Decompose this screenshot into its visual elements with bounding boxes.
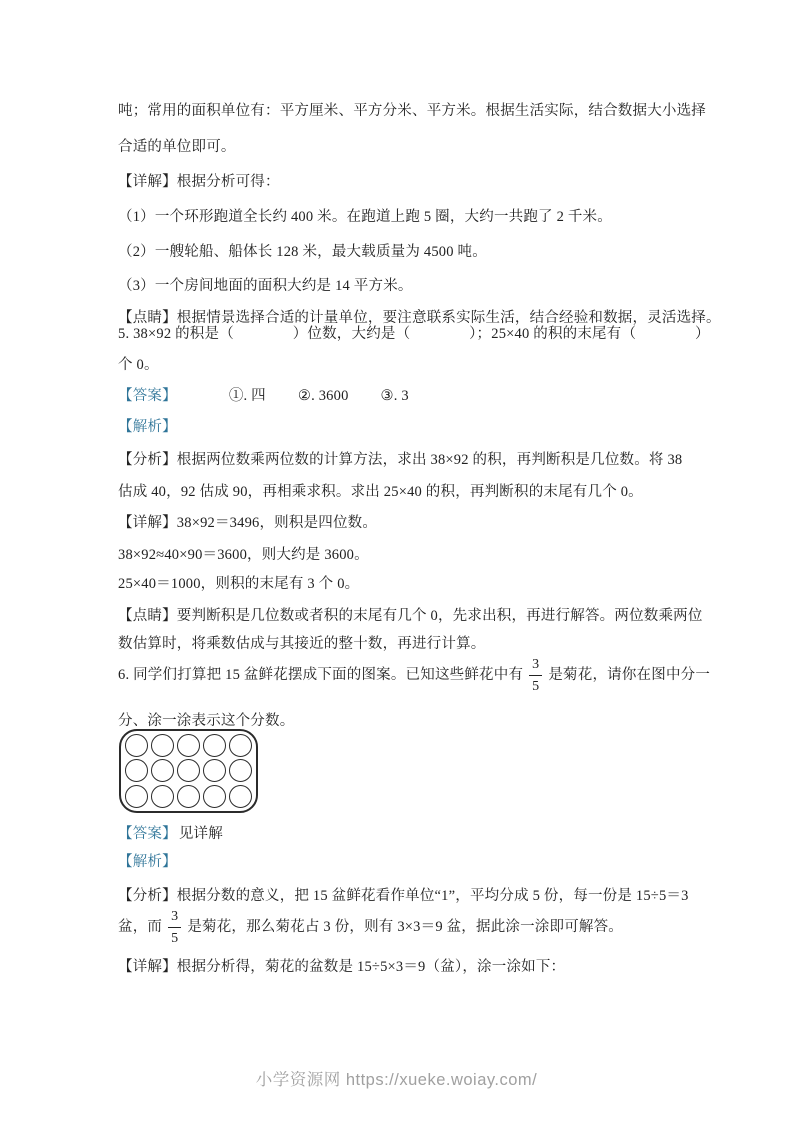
- q6-answer-text: 见详解: [178, 826, 223, 842]
- q5-point-line1: 【点睛】要判断积是几位数或者积的末尾有几个 0，先求出积，再进行解答。两位数乘两位: [118, 608, 703, 624]
- q5-answer-item-1: ①. 四: [228, 388, 266, 404]
- flower-pot-circle: [203, 734, 226, 757]
- q6-analysis2-pre: 盆，而: [118, 919, 163, 935]
- analysis-label-q6: 【解析】: [118, 854, 177, 870]
- analysis-label-q5: 【解析】: [118, 419, 177, 435]
- answer-label: 【答案】: [118, 388, 177, 404]
- q6-detail-line: 【详解】根据分析得，菊花的盆数是 15÷5×3＝9（盆），涂一涂如下：: [118, 959, 566, 975]
- fraction-three-fifths: [168, 907, 181, 948]
- question6-answer-line: [118, 824, 223, 844]
- q5-detail-line1: 【详解】38×92＝3496，则积是四位数。: [118, 515, 378, 531]
- flower-pot-circle: [203, 759, 226, 782]
- question5-text-line1: 5. 38×92 的积是（ ）位数，大约是（ ）；25×40 的积的末尾有（ ）: [118, 326, 710, 342]
- q5-analysis-line2: 估成 40，92 估成 90，再相乘求积。求出 25×40 的积，再判断积的末尾有几个 0。: [118, 484, 643, 500]
- q5-answer-item-3: ③. 3: [380, 388, 409, 404]
- q4-detail-heading: 【详解】根据分析可得：: [118, 174, 280, 190]
- q6-analysis-line2: [118, 904, 623, 950]
- question5-text-line2: 个 0。: [118, 357, 159, 373]
- flower-pot-circle: [229, 734, 252, 757]
- fraction-denominator: 5: [532, 678, 540, 694]
- flower-pot-circle: [203, 785, 226, 808]
- q5-point-line2: 数估算时，将乘数估成与其接近的整十数，再进行计算。: [118, 636, 486, 652]
- q4-detail-item1: （1）一个环形跑道全长约 400 米。在跑道上跑 5 圈，大约一共跑了 2 千米。: [118, 209, 612, 225]
- q5-analysis-line1: 【分析】根据两位数乘两位数的计算方法，求出 38×92 的积，再判断积是几位数。将 38: [118, 452, 683, 468]
- q6-analysis2-post: 是菊花，那么菊花占 3 份，则有 3×3＝9 盆，据此涂一涂即可解答。: [187, 919, 623, 935]
- flower-pot-circle: [229, 759, 252, 782]
- flower-pot-circle: [177, 785, 200, 808]
- flower-grid: [119, 729, 258, 813]
- question6-text-line1: [118, 652, 710, 698]
- flower-pot-circle: [177, 759, 200, 782]
- q5-detail-line3: 25×40＝1000，则积的末尾有 3 个 0。: [118, 576, 360, 592]
- q4-detail-item2: （2）一艘轮船、船体长 128 米，最大载质量为 4500 吨。: [118, 244, 487, 260]
- q6-analysis-line1: 【分析】根据分数的意义，把 15 盆鲜花看作单位“1”，平均分成 5 份，每一份是 15÷5＝3: [118, 888, 689, 904]
- fraction-numerator: 3: [529, 655, 542, 676]
- q4-point-continuation-line1: 吨；常用的面积单位有：平方厘米、平方分米、平方米。根据生活实际，结合数据大小选择: [118, 103, 706, 119]
- flower-pot-circle: [177, 734, 200, 757]
- site-footer: 小学资源网 https://xueke.woiay.com/: [255, 1071, 538, 1089]
- q5-answer-item-2: ②. 3600: [297, 388, 349, 404]
- fraction-numerator: 3: [168, 907, 181, 928]
- q4-point-note: 【点睛】根据情景选择合适的计量单位，要注意联系实际生活，结合经验和数据，灵活选择。: [118, 310, 721, 326]
- flower-pot-circle: [229, 785, 252, 808]
- q6-line1-post: 是菊花，请你在图中分一: [548, 667, 711, 683]
- q4-detail-item3: （3）一个房间地面的面积大约是 14 平方米。: [118, 278, 413, 294]
- flower-pot-circle: [151, 734, 174, 757]
- fraction-three-fifths: [529, 655, 542, 696]
- fraction-denominator: 5: [171, 930, 179, 946]
- flower-pot-circle: [125, 759, 148, 782]
- q4-point-continuation-line2: 合适的单位即可。: [118, 139, 236, 155]
- question5-answer-line: [118, 386, 409, 406]
- flower-pot-circle: [151, 785, 174, 808]
- flower-pot-circle: [151, 759, 174, 782]
- q5-detail-line2: 38×92≈40×90＝3600，则大约是 3600。: [118, 547, 369, 563]
- q6-line1-pre: 6. 同学们打算把 15 盆鲜花摆成下面的图案。已知这些鲜花中有: [118, 667, 524, 683]
- question6-text-line2: 分、涂一涂表示这个分数。: [118, 713, 295, 729]
- flower-pot-circle: [125, 734, 148, 757]
- answer-label: 【答案】: [118, 826, 177, 842]
- flower-pot-circle: [125, 785, 148, 808]
